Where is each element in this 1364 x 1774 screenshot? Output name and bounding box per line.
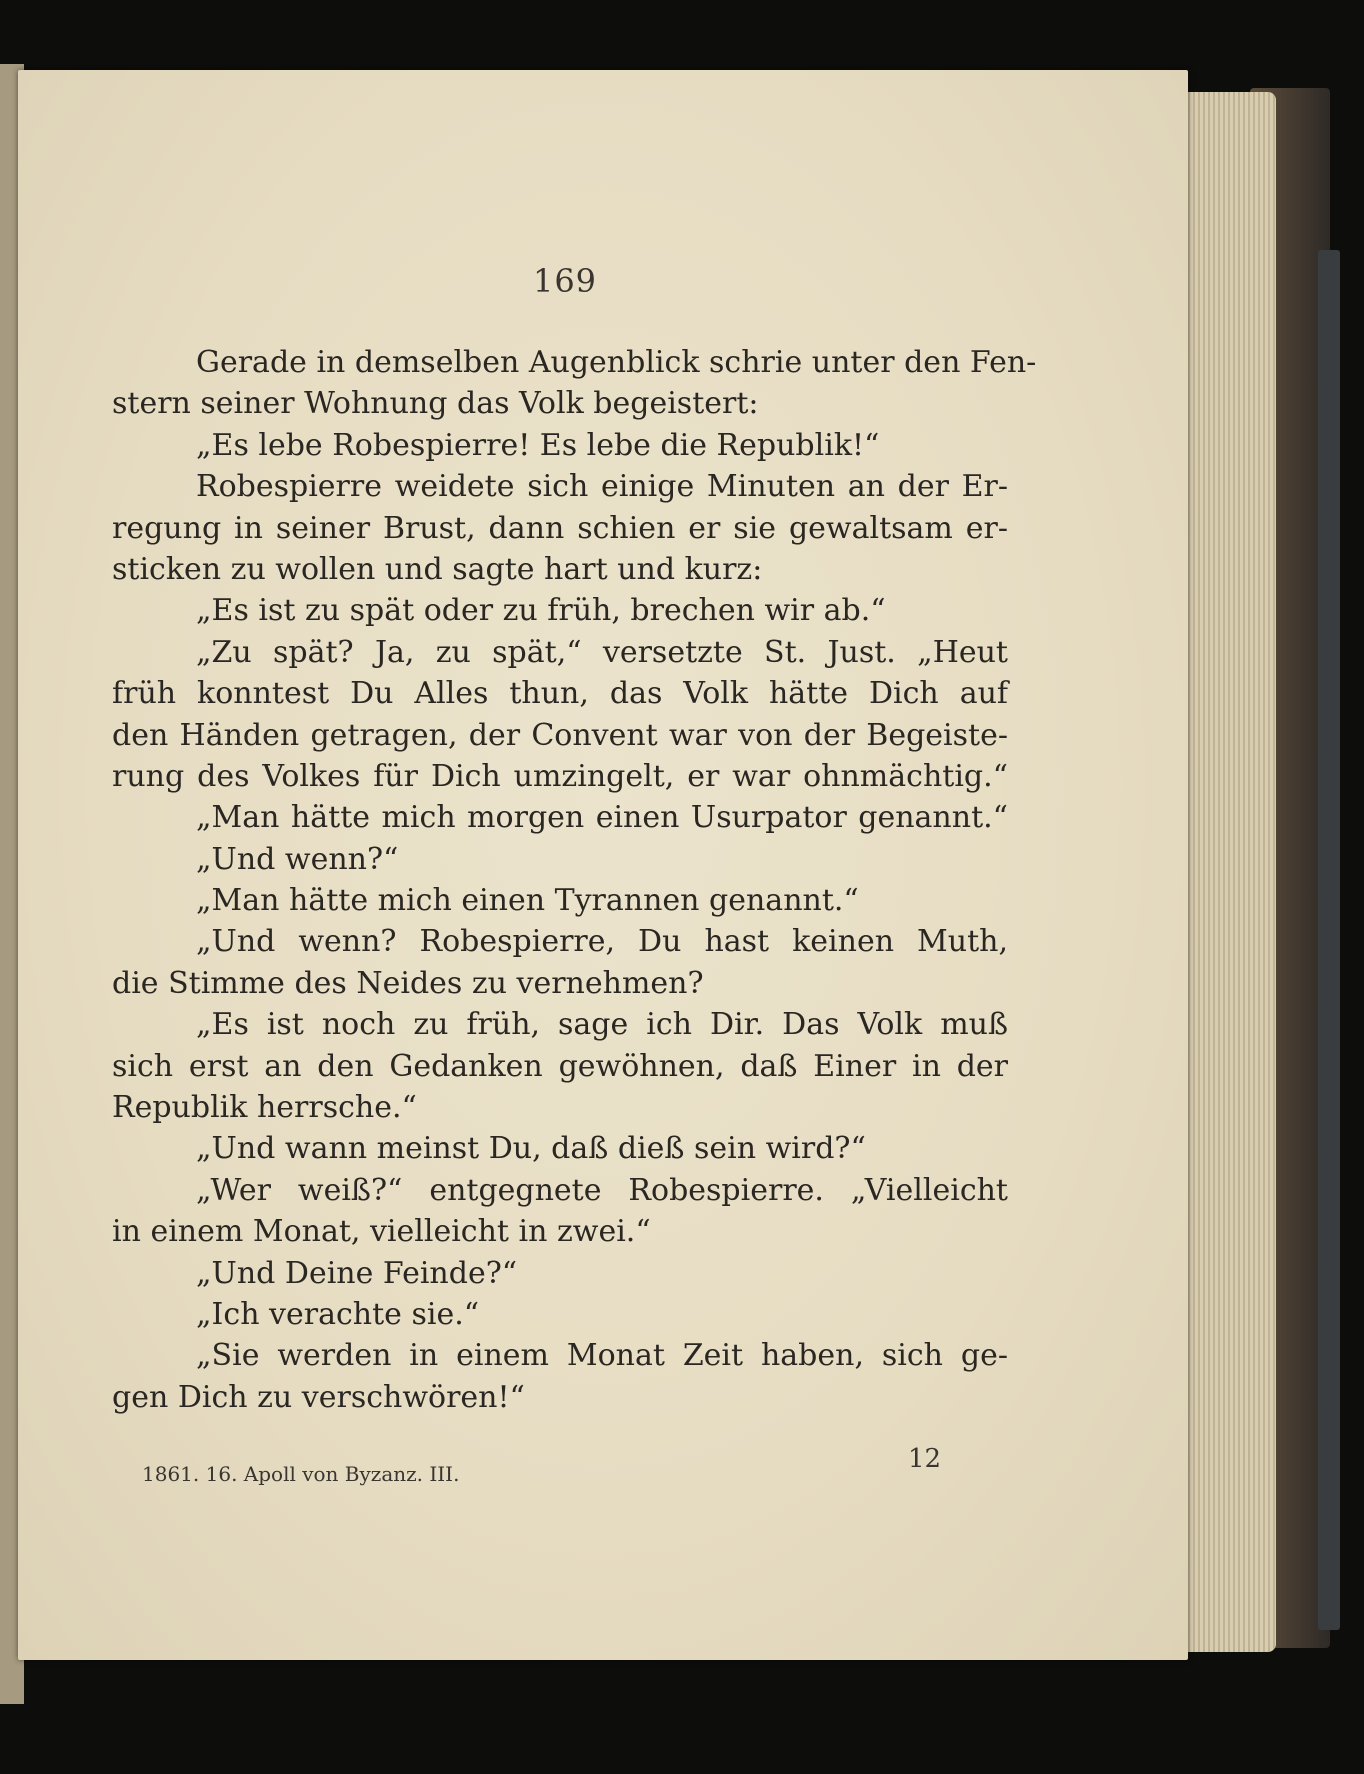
text-line: rung des Volkes für Dich umzingelt, er war ohnmächtig.“ <box>112 758 1008 794</box>
text-line: den Händen getragen, der Convent war von der Begeiste- <box>112 717 1008 753</box>
text-line: „Und wenn?“ <box>196 841 399 877</box>
text-line: stern seiner Wohnung das Volk begeistert: <box>112 386 759 422</box>
text-line: „Und Deine Feinde?“ <box>196 1255 518 1291</box>
text-line: Robespierre weidete sich einige Minuten an der Er- <box>196 469 1008 505</box>
text-line: „Und wann meinst Du, daß dieß sein wird?“ <box>196 1131 866 1167</box>
text-line: „Man hätte mich einen Tyrannen genannt.“ <box>196 883 859 919</box>
text-line: „Zu spät? Ja, zu spät,“ versetzte St. Just. „Heut <box>196 634 1008 670</box>
printer-footer: 1861. 16. Apoll von Byzanz. III. <box>142 1462 460 1486</box>
text-line: Republik herrsche.“ <box>112 1090 417 1126</box>
text-line: „Man hätte mich morgen einen Usurpator genannt.“ <box>196 800 1008 836</box>
text-line: „Wer weiß?“ entgegnete Robespierre. „Vielleicht <box>196 1172 1008 1208</box>
text-line: früh konntest Du Alles thun, das Volk hätte Dich auf <box>112 676 1008 712</box>
text-line: sticken zu wollen und sagte hart und kurz: <box>112 551 763 587</box>
signature-mark: 12 <box>908 1444 942 1474</box>
text-line: regung in seiner Brust, dann schien er sie gewaltsam er- <box>112 510 1008 546</box>
text-line: „Es ist zu spät oder zu früh, brechen wir ab.“ <box>196 593 886 629</box>
text-line: „Und wenn? Robespierre, Du hast keinen Muth, <box>196 924 1008 960</box>
book-cover-edge <box>1318 250 1340 1630</box>
text-line: die Stimme des Neides zu vernehmen? <box>112 965 704 1001</box>
text-line: Gerade in demselben Augenblick schrie unter den Fen- <box>196 345 1037 380</box>
text-line: „Es ist noch zu früh, sage ich Dir. Das Volk muß <box>196 1007 1008 1043</box>
text-line: „Es lebe Robespierre! Es lebe die Republik!“ <box>196 427 880 463</box>
text-line: „Ich verachte sie.“ <box>196 1296 480 1332</box>
text-line: „Sie werden in einem Monat Zeit haben, sich ge- <box>196 1338 1008 1374</box>
page-edges <box>1180 92 1276 1652</box>
text-line: sich erst an den Gedanken gewöhnen, daß Einer in der <box>112 1048 1008 1084</box>
text-line: gen Dich zu verschwören!“ <box>112 1379 525 1415</box>
page-number: 169 <box>532 262 598 300</box>
body-text <box>112 342 1037 1418</box>
text-line: in einem Monat, vielleicht in zwei.“ <box>112 1214 651 1250</box>
